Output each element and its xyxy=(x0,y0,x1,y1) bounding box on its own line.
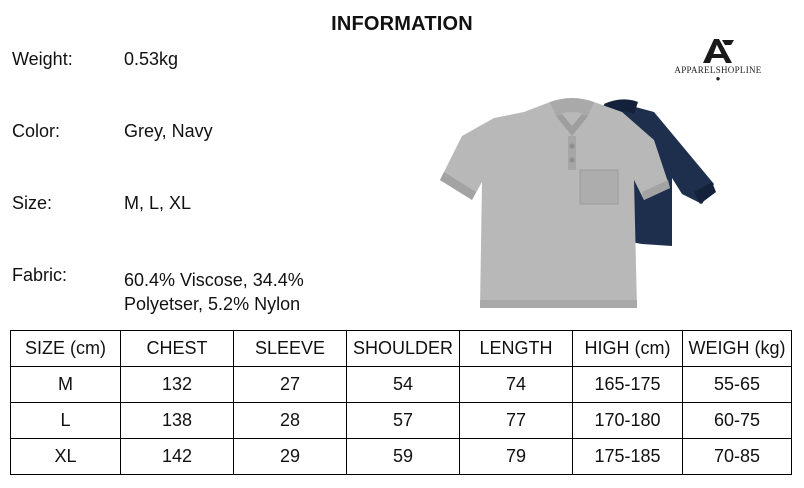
table-cell: L xyxy=(11,403,121,439)
fabric-label: Fabric: xyxy=(12,265,68,285)
table-header-cell: HIGH (cm) xyxy=(573,331,683,367)
table-cell: 165-175 xyxy=(573,367,683,403)
table-header-cell: SIZE (cm) xyxy=(11,331,121,367)
table-cell: 54 xyxy=(347,367,460,403)
table-cell: 77 xyxy=(460,403,573,439)
table-row xyxy=(11,439,792,475)
table-row xyxy=(11,403,792,439)
table-header-cell: SHOULDER xyxy=(347,331,460,367)
fabric-value-line-1: 60.4% Viscose, 34.4% xyxy=(124,270,304,290)
fabric-value xyxy=(124,268,304,316)
weight-label: Weight: xyxy=(12,49,73,69)
fabric-value-line-2: Polyetser, 5.2% Nylon xyxy=(124,294,301,314)
table-cell: 59 xyxy=(347,439,460,475)
table-cell: 29 xyxy=(234,439,347,475)
table-cell: 142 xyxy=(121,439,234,475)
color-value: Grey, Navy xyxy=(124,121,213,141)
table-cell: 27 xyxy=(234,367,347,403)
table-cell: M xyxy=(11,367,121,403)
table-cell: 170-180 xyxy=(573,403,683,439)
brand-logo-dot: ● xyxy=(715,74,721,83)
table-cell: 138 xyxy=(121,403,234,439)
size-value: M, L, XL xyxy=(124,193,192,213)
table-cell: 74 xyxy=(460,367,573,403)
apparelshopline-logo-icon xyxy=(701,36,735,64)
table-cell: XL xyxy=(11,439,121,475)
color-label: Color: xyxy=(12,121,61,141)
page-title: INFORMATION xyxy=(331,13,473,35)
table-cell: 60-75 xyxy=(683,403,792,439)
table-header-cell: LENGTH xyxy=(460,331,573,367)
table-header-cell: CHEST xyxy=(121,331,234,367)
table-cell: 70-85 xyxy=(683,439,792,475)
table-header-cell: SLEEVE xyxy=(234,331,347,367)
product-image xyxy=(432,96,742,312)
table-header-cell: WEIGH (kg) xyxy=(683,331,792,367)
table-cell: 28 xyxy=(234,403,347,439)
table-cell: 57 xyxy=(347,403,460,439)
brand-logo xyxy=(668,36,768,83)
weight-value: 0.53kg xyxy=(124,49,179,69)
table-cell: 55-65 xyxy=(683,367,792,403)
table-cell: 132 xyxy=(121,367,234,403)
table-cell: 175-185 xyxy=(573,439,683,475)
table-header-row xyxy=(11,331,792,367)
table-row xyxy=(11,367,792,403)
size-label: Size: xyxy=(12,193,53,213)
table-cell: 79 xyxy=(460,439,573,475)
brand-logo-text: APPARELSHOPLINE xyxy=(674,65,762,75)
size-table xyxy=(10,330,792,475)
